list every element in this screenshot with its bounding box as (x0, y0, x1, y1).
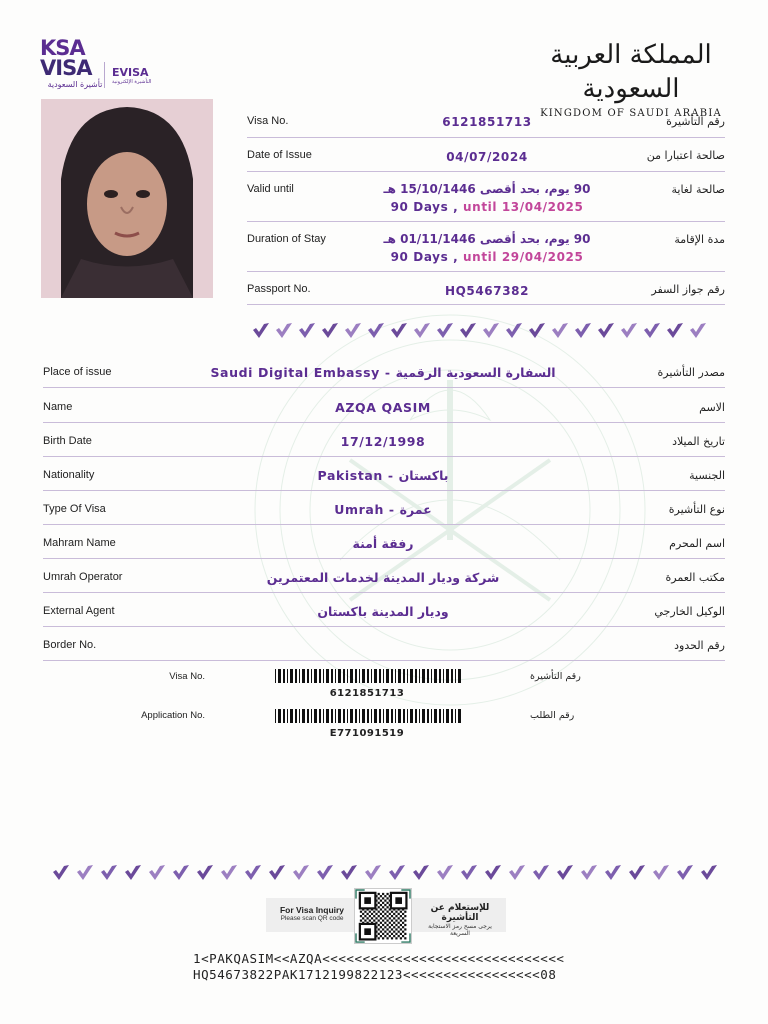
ksa-logo-subtitle: تأشيرة السعودية (47, 80, 103, 89)
application-barcode (275, 709, 465, 723)
ksa-logo-line1: KSA (40, 36, 85, 60)
valid-until-value-en (357, 200, 617, 214)
checkmark-icon (250, 320, 272, 342)
checkmark-band-top (250, 320, 726, 344)
checkmark-icon (664, 320, 686, 342)
type-of-visa-label: Type Of Visa (43, 503, 106, 515)
checkmark-icon (578, 862, 600, 884)
border-no-label-ar: رقم الحدود (674, 639, 725, 652)
application-barcode-number: E771091519 (329, 728, 405, 739)
external-agent-value: وديار المدينة باكستان (317, 604, 449, 619)
visa-no-label-ar: رقم التأشيرة (666, 115, 725, 128)
external-agent-label: External Agent (43, 605, 115, 617)
visa-barcode-number: 6121851713 (329, 688, 405, 699)
checkmark-icon (457, 320, 479, 342)
row-date-of-issue (247, 138, 725, 172)
checkmark-icon (503, 320, 525, 342)
kingdom-arabic-calligraphy: المملكة العربية السعودية (550, 40, 712, 104)
name-label-ar: الاسم (699, 401, 725, 414)
row-duration-of-stay (247, 222, 725, 272)
checkmark-icon (194, 862, 216, 884)
nationality-label: Nationality (43, 469, 95, 481)
row-mahram-name (43, 525, 725, 559)
checkmark-icon (74, 862, 96, 884)
checkmark-icon (618, 320, 640, 342)
checkmark-icon (410, 862, 432, 884)
type-of-visa-label-ar: نوع التأشيرة (668, 503, 725, 516)
checkmark-icon (388, 320, 410, 342)
umrah-operator-label-ar: مكتب العمرة (665, 571, 725, 584)
row-birth-date (43, 423, 725, 457)
checkmark-icon (549, 320, 571, 342)
row-type-of-visa (43, 491, 725, 525)
row-passport-no (247, 272, 725, 305)
checkmark-icon (290, 862, 312, 884)
checkmark-icon (273, 320, 295, 342)
nationality-value: Pakistan - باكستان (317, 468, 449, 483)
checkmark-icon (50, 862, 72, 884)
checkmark-band-bottom (50, 862, 722, 884)
checkmark-icon (602, 862, 624, 884)
umrah-operator-label: Umrah Operator (43, 571, 123, 583)
checkmark-icon (595, 320, 617, 342)
date-of-issue-label-ar: صالحة اعتبارا من (646, 149, 725, 162)
inquiry-subtitle-ar: يرجى مسح رمز الاستجابة السريعة (428, 923, 492, 937)
checkmark-icon (170, 862, 192, 884)
checkmark-icon (650, 862, 672, 884)
valid-until-date: until 13/04/2025 (463, 200, 584, 214)
checkmark-icon (146, 862, 168, 884)
valid-until-value-ar: 90 يوم، بحد أقصى 15/10/1446 هـ (383, 182, 591, 196)
checkmark-icon (458, 862, 480, 884)
checkmark-icon (626, 862, 648, 884)
evisa-logo (112, 66, 151, 85)
inquiry-english (272, 905, 352, 922)
name-label: Name (43, 401, 73, 413)
checkmark-icon (411, 320, 433, 342)
valid-until-label: Valid until (247, 183, 294, 195)
passport-no-value: HQ5467382 (444, 284, 530, 298)
checkmark-icon (554, 862, 576, 884)
ksa-logo-line2: VISA (40, 56, 92, 80)
duration-of-stay-value-en (357, 250, 617, 264)
checkmark-icon (434, 320, 456, 342)
inquiry-arabic (420, 903, 500, 937)
visa-barcode (275, 669, 465, 683)
checkmark-icon (314, 862, 336, 884)
checkmark-icon (572, 320, 594, 342)
mahram-name-label-ar: اسم المحرم (669, 537, 725, 550)
row-place-of-issue (43, 354, 725, 388)
mrz-line-2: HQ54673822PAK1712199822123<<<<<<<<<<<<<<<<<08 (193, 967, 557, 982)
evisa-text: EVISA (112, 66, 149, 79)
birth-date-label: Birth Date (43, 435, 92, 447)
visa-no-value: 6121851713 (442, 115, 532, 129)
birth-date-value: 17/12/1998 (340, 434, 426, 449)
checkmark-icon (641, 320, 663, 342)
inquiry-subtitle: Please scan QR code (280, 915, 344, 922)
checkmark-icon (319, 320, 341, 342)
barcode-visa-label: Visa No. (169, 671, 205, 682)
checkmark-icon (98, 862, 120, 884)
row-name (43, 389, 725, 423)
row-umrah-operator (43, 559, 725, 593)
umrah-operator-value: شركة وديار المدينة لخدمات المعتمرين (266, 570, 500, 585)
checkmark-icon (122, 862, 144, 884)
inquiry-title: For Visa Inquiry (279, 905, 345, 915)
checkmark-icon (338, 862, 360, 884)
mahram-name-label: Mahram Name (43, 537, 116, 549)
portrait-image (41, 99, 213, 298)
checkmark-icon (218, 862, 240, 884)
barcode-visa-label-ar: رقم التأشيرة (530, 671, 581, 682)
duration-of-stay-label: Duration of Stay (247, 233, 326, 245)
inquiry-title-ar: للإستعلام عن التأشيرة (430, 903, 490, 923)
mrz-line-1: 1<PAKQASIM<<AZQA<<<<<<<<<<<<<<<<<<<<<<<<<<<<<< (193, 951, 565, 966)
holder-photo (41, 99, 213, 298)
visa-no-label: Visa No. (247, 115, 289, 127)
duration-days: 90 Days , (390, 250, 464, 264)
checkmark-icon (296, 320, 318, 342)
row-visa-no (247, 104, 725, 138)
place-of-issue-label-ar: مصدر التأشيرة (657, 366, 725, 379)
nationality-label-ar: الجنسية (689, 469, 725, 482)
row-border-no (43, 627, 725, 661)
ksa-visa-logo (40, 38, 110, 89)
row-nationality (43, 457, 725, 491)
place-of-issue-value: Saudi Digital Embassy - السفارة السعودية الرقمية (210, 365, 556, 380)
checkmark-icon (434, 862, 456, 884)
barcode-application-label: Application No. (141, 710, 205, 721)
duration-date: until 29/04/2025 (463, 250, 584, 264)
checkmark-icon (342, 320, 364, 342)
passport-no-label: Passport No. (247, 283, 311, 295)
birth-date-label-ar: تاريخ الميلاد (672, 435, 725, 448)
place-of-issue-label: Place of issue (43, 366, 112, 378)
qr-code[interactable] (354, 888, 412, 944)
checkmark-icon (687, 320, 709, 342)
row-external-agent (43, 593, 725, 627)
row-valid-until (247, 172, 725, 222)
checkmark-icon (506, 862, 528, 884)
valid-until-days: 90 Days , (390, 200, 464, 214)
border-no-label: Border No. (43, 639, 97, 651)
passport-no-label-ar: رقم جواز السفر (651, 283, 725, 296)
checkmark-icon (242, 862, 264, 884)
checkmark-icon (530, 862, 552, 884)
valid-until-label-ar: صالحة لغاية (671, 183, 725, 196)
logo-divider (104, 62, 105, 88)
checkmark-icon (362, 862, 384, 884)
kingdom-english-title: KINGDOM OF SAUDI ARABIA (540, 108, 722, 119)
duration-of-stay-label-ar: مدة الإقامة (674, 233, 725, 246)
checkmark-icon (674, 862, 696, 884)
checkmark-icon (480, 320, 502, 342)
date-of-issue-value: 04/07/2024 (446, 150, 528, 164)
external-agent-label-ar: الوكيل الخارجي (654, 605, 725, 618)
mahram-name-value: رفقة أمنة (352, 536, 414, 551)
type-of-visa-value: Umrah - عمرة (334, 502, 432, 517)
evisa-subtitle: التأشيرة الإلكترونية (112, 79, 152, 85)
checkmark-icon (482, 862, 504, 884)
checkmark-icon (365, 320, 387, 342)
checkmark-icon (526, 320, 548, 342)
name-value: AZQA QASIM (335, 400, 431, 415)
date-of-issue-label: Date of Issue (247, 149, 312, 161)
duration-of-stay-value-ar: 90 يوم، بحد أقصى 01/11/1446 هـ (383, 232, 591, 246)
checkmark-icon (698, 862, 720, 884)
barcode-application-label-ar: رقم الطلب (530, 710, 575, 721)
checkmark-icon (386, 862, 408, 884)
checkmark-icon (266, 862, 288, 884)
